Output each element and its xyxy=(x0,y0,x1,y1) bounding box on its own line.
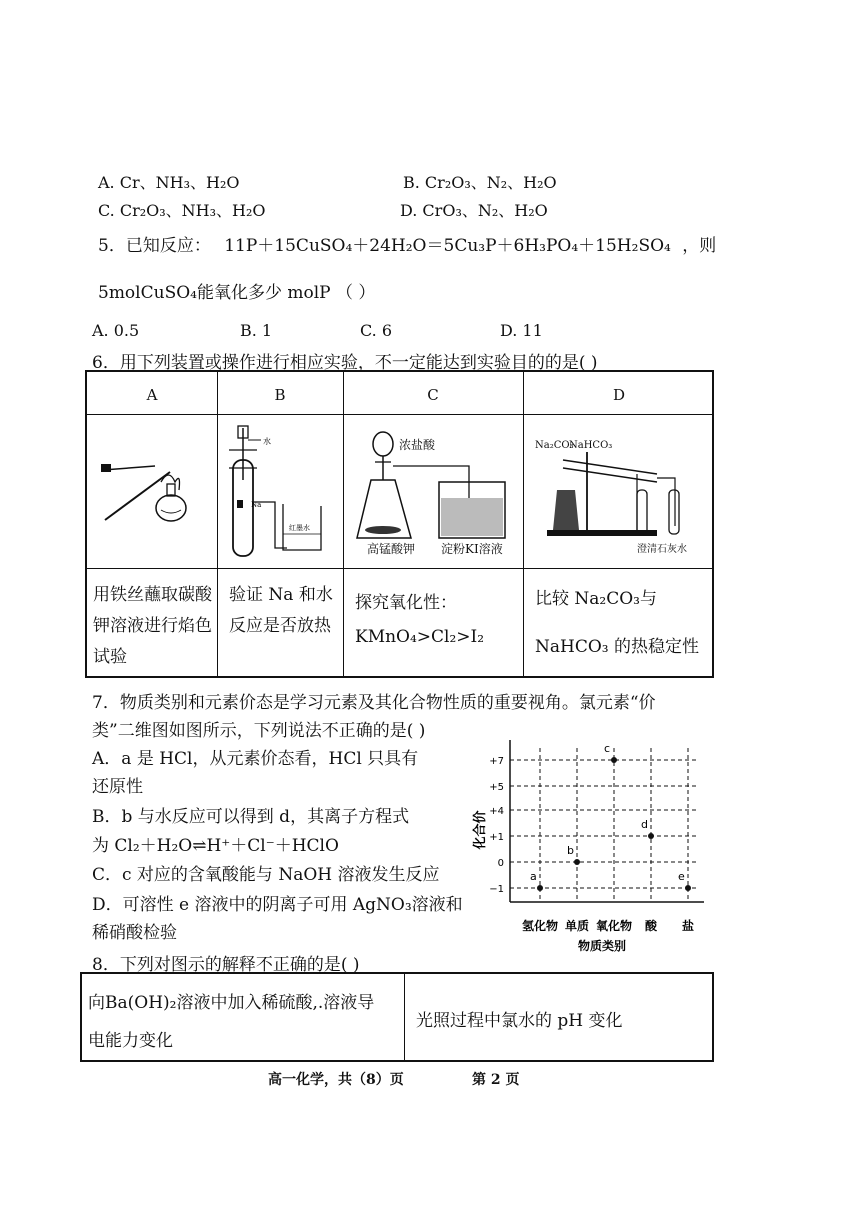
q7-stem-line2: 类”二维图如图所示，下列说法不正确的是( ) xyxy=(92,721,426,741)
svg-text:Na: Na xyxy=(251,501,262,509)
y-tick-label: −1 xyxy=(489,884,504,895)
svg-text:水: 水 xyxy=(263,437,271,446)
y-tick-label: +5 xyxy=(489,782,504,793)
q8-table xyxy=(80,972,714,1062)
x-tick-label: 氢化物 xyxy=(521,919,559,933)
apparatus-c-label-ki: 淀粉KI溶液 xyxy=(441,542,503,556)
footer-page-number: 第 2 页 xyxy=(472,1072,520,1088)
x-axis-label: 物质类别 xyxy=(577,939,627,953)
q5-option-b: B. 1 xyxy=(240,321,273,340)
q7-option-d-line2: 稀硝酸检验 xyxy=(92,923,177,943)
q7-option-a-line2: 还原性 xyxy=(92,777,143,797)
q8-right: 光照过程中氯水的 pH 变化 xyxy=(416,1011,623,1031)
q4-option-a: A. Cr、NH₃、H₂O xyxy=(98,173,240,192)
y-tick-label: +1 xyxy=(489,832,504,843)
q6-apparatus-table xyxy=(85,370,714,678)
q6-header-b: B xyxy=(274,386,286,404)
q8-left-line2: 电能力变化 xyxy=(88,1031,173,1051)
point-a xyxy=(537,885,543,891)
q5-stem-prefix: 5．已知反应： xyxy=(98,236,211,256)
q7-option-a-line1: A．a 是 HCl，从元素价态看，HCl 只具有 xyxy=(92,749,419,769)
q6-header-a: A xyxy=(146,386,158,404)
y-tick-label: +7 xyxy=(489,756,504,767)
q7-option-d-line1: D．可溶性 e 溶液中的阴离子可用 AgNO₃溶液和 xyxy=(92,895,463,915)
q6-desc-c-line2: KMnO₄>Cl₂>I₂ xyxy=(355,627,485,647)
point-d xyxy=(648,833,654,839)
q8-stem: 8．下列对图示的解释不正确的是( ) xyxy=(92,955,360,975)
q6-header-d: D xyxy=(612,386,626,404)
q4-option-c: C. Cr₂O₃、NH₃、H₂O xyxy=(98,201,266,220)
q4-option-b: B. Cr₂O₃、N₂、H₂O xyxy=(403,173,557,192)
valence-class-chart xyxy=(462,730,712,960)
q6-desc-d-line1: 比较 Na₂CO₃与 xyxy=(535,589,657,609)
apparatus-d-label-na2co3: Na₂CO₃ xyxy=(535,440,574,451)
q6-desc-a: 用铁丝蘸取碳酸钾溶液进行焰色试验 xyxy=(93,585,212,667)
q5-question: 5molCuSO₄能氧化多少 molP （ ） xyxy=(98,283,376,303)
point-b xyxy=(574,859,580,865)
apparatus-c-label-kmno4: 高锰酸钾 xyxy=(367,542,416,556)
point-label-e: e xyxy=(678,870,685,883)
x-tick-label: 氧化物 xyxy=(595,919,633,933)
x-tick-label: 酸 xyxy=(644,919,658,933)
q7-stem-line1: 7．物质类别和元素价态是学习元素及其化合物性质的重要视角。氯元素“价 xyxy=(92,693,656,713)
point-label-a: a xyxy=(530,870,537,883)
q8-left-line1: 向Ba(OH)₂溶液中加入稀硫酸,.溶液导 xyxy=(88,993,375,1013)
point-c xyxy=(611,757,617,763)
point-label-b: b xyxy=(567,844,574,857)
q5-equation: 11P＋15CuSO₄＋24H₂O＝5Cu₃P＋6H₃PO₄＋15H₂SO₄ xyxy=(224,236,671,256)
x-tick-label: 单质 xyxy=(564,919,590,933)
y-tick-label: +4 xyxy=(489,806,504,817)
apparatus-c-label-acid: 浓盐酸 xyxy=(399,438,436,452)
apparatus-d-label-limewater: 澄清石灰水 xyxy=(637,544,687,555)
y-axis-label: 化合价 xyxy=(473,810,488,850)
q5-option-a: A. 0.5 xyxy=(92,321,140,340)
apparatus-a-flame-test xyxy=(95,442,213,542)
y-tick-label: 0 xyxy=(497,858,504,869)
q6-header-c: C xyxy=(427,386,439,404)
point-label-c: c xyxy=(604,742,611,755)
q6-desc-d-line2: NaHCO₃ 的热稳定性 xyxy=(535,637,699,657)
svg-text:红墨水: 红墨水 xyxy=(289,524,310,532)
footer-total-pages: 高一化学，共（8）页 xyxy=(268,1072,404,1088)
point-label-d: d xyxy=(641,818,648,831)
point-e xyxy=(685,885,691,891)
q6-stem: 6．用下列装置或操作进行相应实验，不一定能达到实验目的的是( ) xyxy=(92,353,598,373)
q4-option-d: D. CrO₃、N₂、H₂O xyxy=(400,201,548,220)
q7-option-c: C．c 对应的含氧酸能与 NaOH 溶液发生反应 xyxy=(92,865,440,885)
q6-desc-b: 验证 Na 和水反应是否放热 xyxy=(229,585,333,636)
q7-option-b-line2: 为 Cl₂＋H₂O⇌H⁺＋Cl⁻＋HClO xyxy=(92,836,339,856)
apparatus-d-label-nahco3: NaHCO₃ xyxy=(569,440,613,451)
x-tick-label: 盐 xyxy=(681,919,695,933)
q7-option-b-line1: B．b 与水反应可以得到 d，其离子方程式 xyxy=(92,807,410,827)
q5-stem-suffix: ，则 xyxy=(682,236,717,256)
q5-option-c: C. 6 xyxy=(360,321,393,340)
apparatus-b-na-water xyxy=(221,420,341,566)
q6-desc-c-line1: 探究氧化性： xyxy=(355,593,457,613)
q5-option-d: D. 11 xyxy=(500,321,543,340)
q5-stem xyxy=(98,231,716,256)
